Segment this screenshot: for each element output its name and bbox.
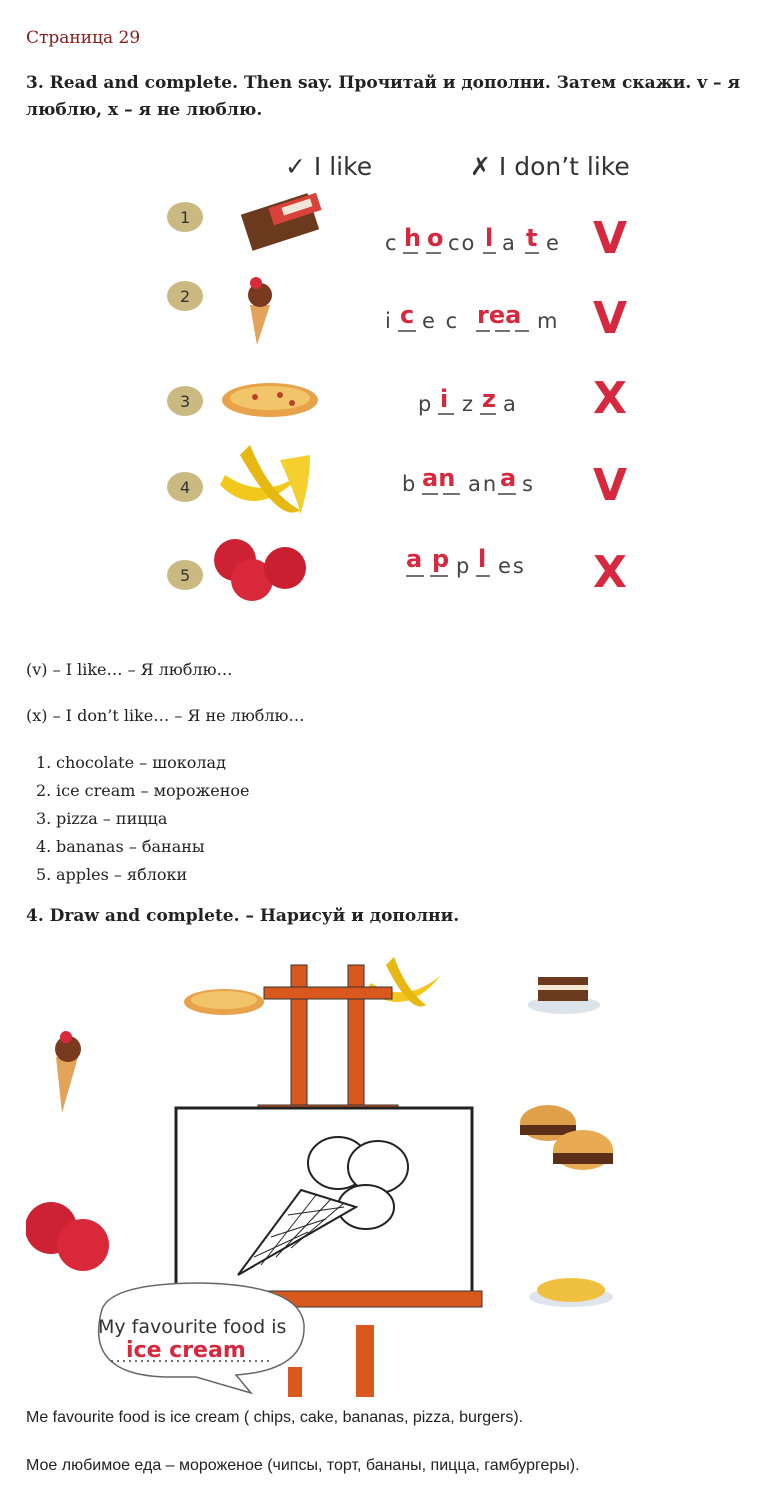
- answer-letter: a: [406, 545, 423, 573]
- row-numbers: [167, 202, 203, 590]
- answer-letter: a: [500, 464, 517, 492]
- column-header-like: ✓ I like: [285, 152, 373, 181]
- list-item: [36, 749, 250, 777]
- chocolate-picture: [241, 193, 322, 251]
- letter: es: [498, 554, 526, 578]
- list-item: [36, 833, 250, 861]
- ice-cream-picture: [248, 277, 272, 345]
- speech-bubble: [98, 1283, 304, 1393]
- exercise-3-heading: [26, 70, 746, 124]
- list-text: bananas – бананы: [56, 837, 205, 856]
- list-text: apples – яблоки: [56, 865, 188, 884]
- letter: a: [503, 392, 518, 416]
- bubble-answer: ice cream: [126, 1338, 246, 1363]
- answer-letter: l: [478, 545, 487, 573]
- page-title: Страница 29: [26, 28, 141, 48]
- list-number: 4.: [36, 837, 52, 856]
- row-number-1: 1: [180, 208, 191, 227]
- letter: co: [448, 231, 477, 255]
- bananas-picture: [220, 445, 310, 515]
- apples-picture: [214, 539, 306, 601]
- answer-letter: l: [485, 224, 494, 252]
- list-number: 1.: [36, 753, 52, 772]
- list-number: 5.: [36, 865, 52, 884]
- chips-picture: [529, 1278, 613, 1307]
- column-header-dont-like: ✗ I don’t like: [470, 152, 630, 181]
- bubble-text: My favourite food is: [98, 1316, 287, 1338]
- answer-letter: o: [427, 224, 444, 252]
- exercise-3-heading-line2: люблю, x – я не люблю.: [26, 100, 263, 120]
- letter: i: [385, 309, 393, 333]
- answer-letter: p: [432, 545, 450, 573]
- answer-russian: Мое любимое еда – мороженое (чипсы, торт, бананы, пицца, гамбургеры).: [26, 1457, 580, 1474]
- pizza-picture: [184, 989, 264, 1015]
- exercise-3-worksheet-image: [160, 145, 640, 615]
- list-number: 2.: [36, 781, 52, 800]
- list-item: [36, 805, 250, 833]
- letter: s: [522, 472, 535, 496]
- letter: p: [418, 392, 434, 416]
- letter: p: [456, 554, 472, 578]
- answer-letter: z: [482, 385, 496, 413]
- answer-mark-5: X: [593, 547, 627, 598]
- list-item: [36, 777, 250, 805]
- answer-letter: rea: [477, 301, 522, 329]
- row-number-4: 4: [180, 478, 191, 497]
- letter: e: [546, 231, 561, 255]
- ice-cream-picture: [55, 1031, 81, 1113]
- row-number-5: 5: [180, 566, 191, 585]
- answer-mark-1: V: [593, 213, 628, 264]
- list-text: ice cream – мороженое: [56, 781, 250, 800]
- answer-letter: i: [440, 385, 449, 413]
- letter: an: [468, 472, 499, 496]
- letter: b: [402, 472, 418, 496]
- answer-letter: h: [404, 224, 422, 252]
- list-text: chocolate – шоколад: [56, 753, 226, 772]
- pizza-picture: [222, 383, 318, 417]
- row-number-3: 3: [180, 392, 191, 411]
- answer-mark-4: V: [593, 460, 628, 511]
- letter: z: [462, 392, 476, 416]
- letter: a: [502, 231, 517, 255]
- legend-like: (v) – I like… – Я люблю…: [26, 660, 233, 679]
- legend-dont-like: (x) – I don’t like… – Я не люблю…: [26, 706, 305, 725]
- translation-list: [36, 749, 250, 889]
- answer-mark-2: V: [593, 293, 628, 344]
- answer-mark-3: X: [593, 373, 627, 424]
- list-item: [36, 861, 250, 889]
- word-chocolate: [385, 224, 561, 255]
- cake-picture: [528, 977, 600, 1014]
- exercise-4-drawing-image: [26, 945, 616, 1397]
- word-apples: [406, 545, 526, 578]
- answer-letter: c: [400, 301, 415, 329]
- letter: c: [385, 231, 399, 255]
- letter: e c: [422, 309, 460, 333]
- answer-english: Me favourite food is ice cream ( chips, cake, bananas, pizza, burgers).: [26, 1409, 524, 1426]
- word-pizza: [418, 385, 518, 416]
- letter: m: [537, 309, 560, 333]
- exercise-3-heading-line1: 3. Read and complete. Then say. Прочитай и дополни. Затем скажи. v – я: [26, 73, 741, 93]
- word-ice-cream: [385, 301, 559, 333]
- answer-letter: an: [422, 464, 456, 492]
- list-number: 3.: [36, 809, 52, 828]
- list-text: pizza – пицца: [56, 809, 168, 828]
- apples-picture: [26, 1202, 109, 1271]
- row-number-2: 2: [180, 287, 191, 306]
- exercise-4-heading: 4. Draw and complete. – Нарисуй и дополни.: [26, 906, 460, 926]
- answer-letter: t: [526, 224, 538, 252]
- burgers-picture: [520, 1105, 613, 1170]
- word-bananas: [402, 464, 535, 496]
